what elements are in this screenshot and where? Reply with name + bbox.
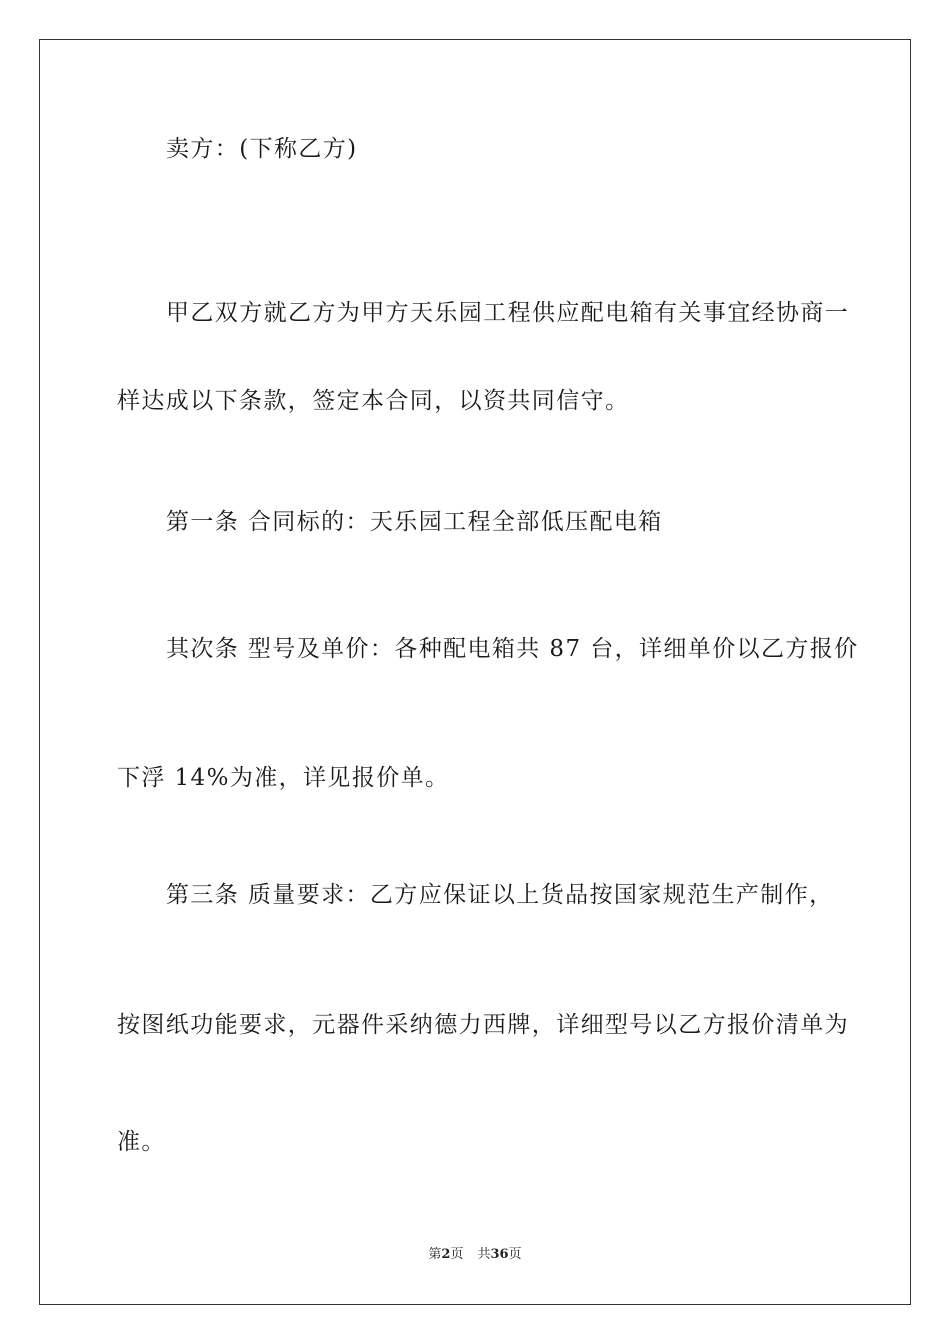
article-2-line-2: 下浮 14%为准，详见报价单。 [117,765,450,791]
article-2-line-1: 其次条 型号及单价：各种配电箱共 87 台，详细单价以乙方报价 [166,636,859,662]
footer-page-number: 2 [441,1247,451,1262]
article-3-line-3: 准。 [117,1129,166,1155]
footer-page-prefix: 第 [428,1247,442,1262]
footer-total-pages: 36 [490,1247,509,1262]
article-3-line-1: 第三条 质量要求：乙方应保证以上货品按国家规范生产制作， [166,882,834,908]
seller-line: 卖方：(下称乙方) [166,136,358,162]
footer-total-prefix: 共 [477,1247,491,1262]
page-frame [39,39,911,1305]
article-1-line: 第一条 合同标的：天乐园工程全部低压配电箱 [166,509,663,535]
intro-paragraph-line-2: 样达成以下条款，签定本合同，以资共同信守。 [117,388,630,414]
article-3-line-2: 按图纸功能要求，元器件采纳德力西牌，详细型号以乙方报价清单为 [117,1012,849,1038]
page-footer [40,1246,910,1264]
footer-page-suffix: 页 [450,1247,464,1262]
intro-paragraph-line-1: 甲乙双方就乙方为甲方天乐园工程供应配电箱有关事宜经协商一 [166,300,850,326]
footer-total-suffix: 页 [508,1247,522,1262]
